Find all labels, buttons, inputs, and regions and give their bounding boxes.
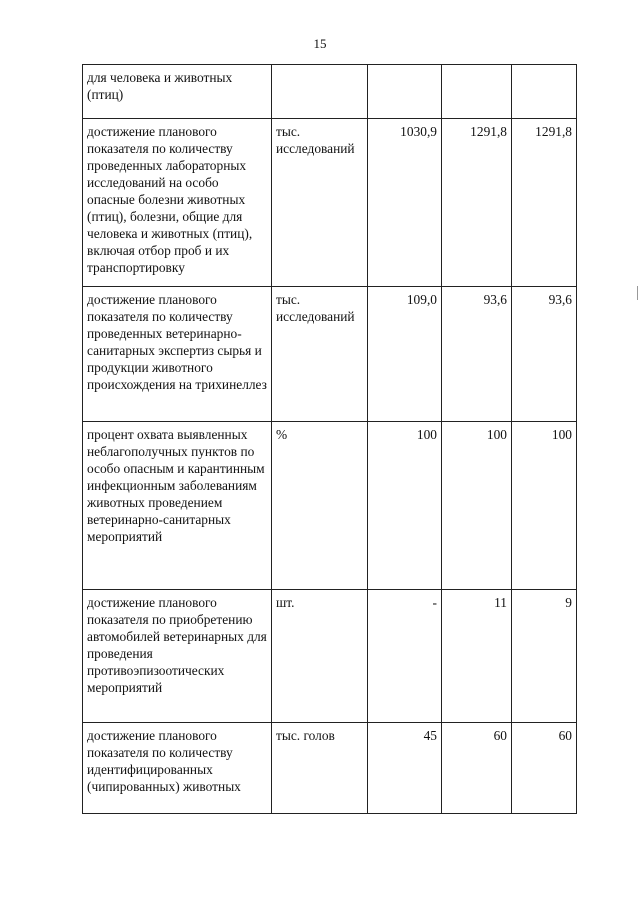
value-cell-3: 60 [512,723,577,814]
value-cell-1: 109,0 [368,287,442,422]
value-cell-2: 93,6 [442,287,512,422]
value-cell-1 [368,65,442,119]
indicators-table [82,64,577,814]
value-cell-2: 1291,8 [442,119,512,287]
unit-cell: тыс. исследований [272,119,368,287]
value-cell-1: - [368,590,442,723]
table-row [83,287,577,422]
table-row [83,119,577,287]
indicator-cell: для человека и животных (птиц) [83,65,272,119]
unit-cell: шт. [272,590,368,723]
table-row [83,723,577,814]
indicator-cell: достижение планового показателя по количеству проведенных ветеринарно-санитарных экспертиз сырья и продукции животного происхождения на трихинеллез [83,287,272,422]
value-cell-3: 1291,8 [512,119,577,287]
value-cell-2: 11 [442,590,512,723]
value-cell-1: 45 [368,723,442,814]
value-cell-1: 1030,9 [368,119,442,287]
value-cell-3 [512,65,577,119]
value-cell-3: 93,6 [512,287,577,422]
table-row [83,590,577,723]
value-cell-3: 9 [512,590,577,723]
indicator-cell: достижение планового показателя по приобретению автомобилей ветеринарных для проведения противоэпизоотических мероприятий [83,590,272,723]
value-cell-2: 60 [442,723,512,814]
indicator-cell: достижение планового показателя по количеству идентифицированных (чипированных) животных [83,723,272,814]
value-cell-2: 100 [442,422,512,590]
unit-cell: тыс. голов [272,723,368,814]
scan-edge-mark [637,286,638,300]
unit-cell: % [272,422,368,590]
unit-cell: тыс. исследований [272,287,368,422]
value-cell-2 [442,65,512,119]
table-row [83,422,577,590]
table-row [83,65,577,119]
page-number: 15 [313,36,327,51]
unit-cell [272,65,368,119]
indicators-table-container [82,64,577,814]
indicator-cell: достижение планового показателя по количеству проведенных лабораторных исследований на особо опасные болезни животных (птиц), болезни, общие для человека и животных (птиц), включая отбор проб и их транспортировку [83,119,272,287]
indicator-cell: процент охвата выявленных неблагополучных пунктов по особо опасным и карантинным инфекционным заболеваниям животных проведением ветеринарно-санитарных мероприятий [83,422,272,590]
value-cell-1: 100 [368,422,442,590]
value-cell-3: 100 [512,422,577,590]
